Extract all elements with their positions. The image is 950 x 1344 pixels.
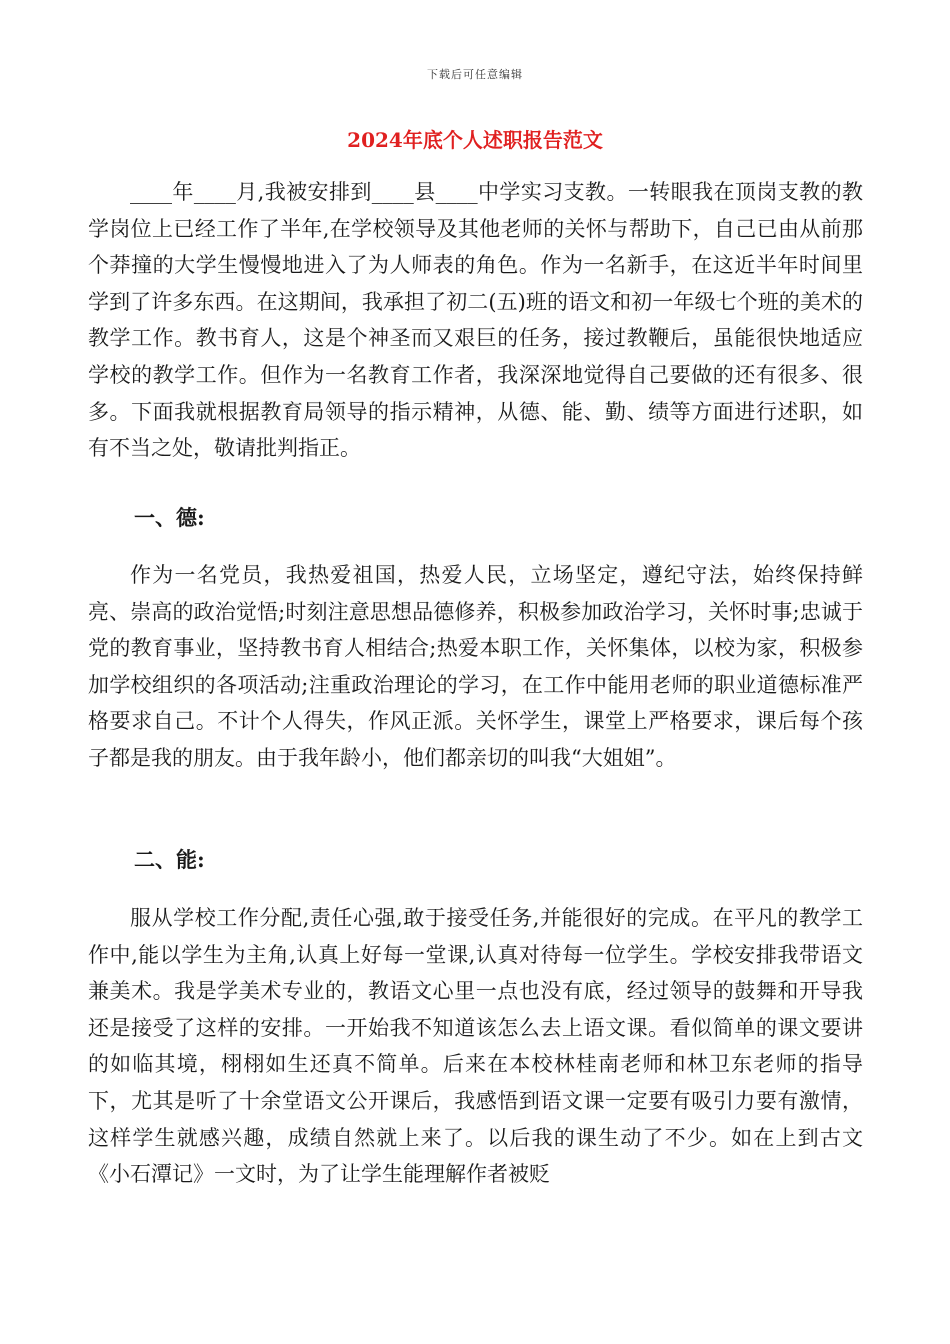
section-heading-virtue: 一、德: <box>134 505 205 530</box>
document-title: 2024年底个人述职报告范文 <box>347 128 603 152</box>
paragraph-virtue: 作为一名党员，我热爱祖国，热爱人民，立场坚定，遵纪守法，始终保持鲜亮、崇高的政治觉悟;时刻注意思想品德修养，积极参加政治学习，关怀时事;忠诚于党的教育事业，坚持教书育人相结合;热爱本职工作，关怀集体，以校为家，积极参加学校组织的各项活动;注重政治理论的学习，在工作中能用老师的职业道德标准严格要求自己。不计个人得失，作风正派。关怀学生，课堂上严格要求，课后每个孩子都是我的朋友。由于我年龄小，他们都亲切的叫我“大姐姐”。 <box>88 563 863 770</box>
header-note: 下载后可任意编辑 <box>427 68 523 81</box>
section-heading-ability: 二、能: <box>134 847 205 872</box>
paragraph-intro: ____年____月,我被安排到____县____中学实习支教。一转眼我在顶岗支教的教学岗位上已经工作了半年,在学校领导及其他老师的关怀与帮助下，自己已由从前那个莽撞的大学生慢慢地进入了为人师表的角色。作为一名新手，在这近半年时间里学到了许多东西。在这期间，我承担了初二(五)班的语文和初一年级七个班的美术的教学工作。教书育人，这是个神圣而又艰巨的任务，接过教鞭后，虽能很快地适应学校的教学工作。但作为一名教育工作者，我深深地觉得自己要做的还有很多、很多。下面我就根据教育局领导的指示精神，从德、能、勤、绩等方面进行述职，如有不当之处，敬请批判指正。 <box>88 180 863 461</box>
paragraph-ability: 服从学校工作分配,责任心强,敢于接受任务,并能很好的完成。在平凡的教学工作中,能以学生为主角,认真上好每一堂课,认真对待每一位学生。学校安排我带语文兼美术。我是学美术专业的，教语文心里一点也没有底，经过领导的鼓舞和开导我还是接受了这样的安排。一开始我不知道该怎么去上语文课。看似简单的课文要讲的如临其境，栩栩如生还真不简单。后来在本校林桂南老师和林卫东老师的指导下，尤其是听了十余堂语文公开课后，我感悟到语文课一定要有吸引力要有激情，这样学生就感兴趣，成绩自然就上来了。以后我的课生动了不少。如在上到古文《小石潭记》一文时，为了让学生能理解作者被贬 <box>88 906 863 1187</box>
